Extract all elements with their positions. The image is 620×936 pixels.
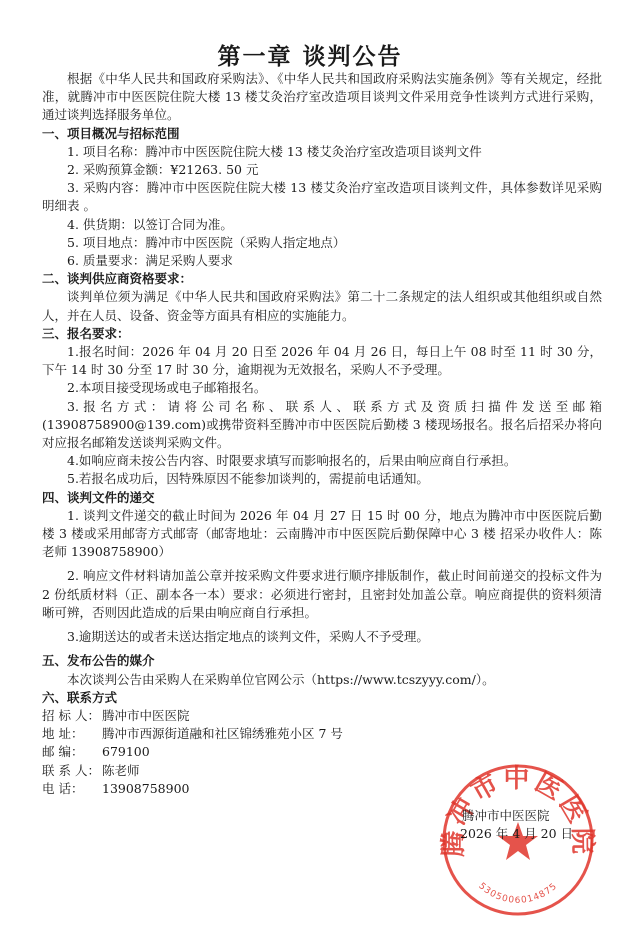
section-3-heading: 三、报名要求： — [42, 325, 130, 341]
s1-item-5: 5. 项目地点：腾冲市中医医院（采购人指定地点） — [67, 234, 346, 250]
section-1-heading: 一、项目概况与招标范围 — [42, 125, 180, 141]
svg-text:腾冲市中医医院: 腾冲市中医医院 — [438, 764, 598, 858]
section-6-heading: 六、联系方式 — [42, 689, 118, 705]
contact-value: 陈老师 — [102, 762, 140, 778]
s5-text: 本次谈判公告由采购人在采购单位官网公示（https://www.tcszyyy.com/）。 — [67, 671, 495, 687]
signature-date: 2026 年 4 月 20 日 — [460, 826, 574, 841]
s1-item-6: 6. 质量要求：满足采购人要求 — [67, 253, 233, 269]
signature-org: 腾冲市中医医院 — [462, 808, 550, 823]
s1-item-3: 3. 采购内容：腾冲市中医医院住院大楼 13 楼艾灸治疗室改造项目谈判文件，具体参数详见采购明细表 。 — [42, 180, 602, 214]
s1-item-2: 2. 采购预算金额：¥21263. 50 元 — [67, 162, 259, 178]
contact-label: 招 标 人： — [42, 707, 100, 723]
contact-label: 电 话： — [42, 780, 84, 796]
section-2-heading: 二、谈判供应商资格要求： — [42, 271, 193, 287]
s4-item-3: 3.逾期送达的或者未送达指定地点的谈判文件，采购人不予受理。 — [67, 629, 429, 645]
svg-text:5305006014875: 5305006014875 — [476, 881, 560, 906]
s3-item-4: 4.如响应商未按公告内容、时限要求填写而影响报名的，后果由响应商自行承担。 — [67, 453, 517, 469]
s3-item-1: 1.报名时间：2026 年 04 月 20 日至 2026 年 04 月 26 日，每日上午 08 时至 11 时 30 分，下午 14 时 30 分至 17 时 30 分，逾期视为无效报名，采购人不予受理。 — [42, 344, 602, 378]
section-4-heading: 四、谈判文件的递交 — [42, 489, 155, 505]
s4-item-1: 1. 谈判文件递交的截止时间为 2026 年 04 月 27 日 15 时 00 分，地点为腾冲市中医医院后勤楼 3 楼或采用邮寄方式邮寄（邮寄地址：云南腾冲市中医医院后勤保障中心 3 楼 招采办收件人：陈老师 13908758900） — [42, 507, 602, 560]
document-body — [42, 70, 602, 798]
contact-label: 地 址： — [42, 726, 84, 742]
contact-label: 邮 编： — [42, 744, 84, 760]
contact-value: 腾冲市西源街道融和社区锦绣雅苑小区 7 号 — [102, 726, 343, 742]
contact-value: 13908758900 — [102, 780, 190, 796]
contact-row-address — [42, 725, 602, 743]
contact-value: 腾冲市中医医院 — [102, 707, 190, 723]
contact-value: 679100 — [102, 744, 150, 760]
s2-text: 谈判单位须为满足《中华人民共和国政府采购法》第二十二条规定的法人组织或其他组织或自然人，并在人员、设备、资金等方面具有相应的实施能力。 — [42, 289, 602, 323]
s1-item-1: 1. 项目名称：腾冲市中医医院住院大楼 13 楼艾灸治疗室改造项目谈判文件 — [67, 143, 482, 159]
s1-item-4: 4. 供货期：以签订合同为准。 — [67, 216, 233, 232]
intro-paragraph: 根据《中华人民共和国政府采购法》、《中华人民共和国政府采购法实施条例》等有关规定，经批准，就腾冲市中医医院住院大楼 13 楼艾灸治疗室改造项目谈判文件采用竞争性谈判方式进行采购，通过谈判选择服务单位。 — [42, 71, 602, 123]
section-5-heading: 五、发布公告的媒介 — [42, 653, 155, 669]
contact-row-tenderer — [42, 707, 602, 725]
contact-label: 联 系 人： — [42, 762, 100, 778]
s3-item-2: 2.本项目接受现场或电子邮箱报名。 — [67, 380, 267, 396]
page-title: 第一章 谈判公告 — [217, 43, 403, 70]
contact-row-postcode — [42, 743, 602, 761]
s3-item-3: 3.报名方式：请将公司名称、联系人、联系方式及资质扫描件发送至邮箱(13908758900@139.com)或携带资料至腾冲市中医医院后勤楼 3 楼现场报名。报名后招采办将向对应报名邮箱发送谈判采购文件。 — [42, 398, 602, 451]
s3-item-5: 5.若报名成功后，因特殊原因不能参加谈判的，需提前电话通知。 — [67, 471, 429, 487]
s4-item-2: 2. 响应文件材料请加盖公章并按采购文件要求进行顺序排版制作，截止时间前递交的投标文件为 2 份纸质材料（正、副本各一本）要求：必须进行密封，且密封处加盖公章。响应商提供的资料须清晰可辨，否则因此造成的后果由响应商自行承担。 — [42, 568, 602, 620]
